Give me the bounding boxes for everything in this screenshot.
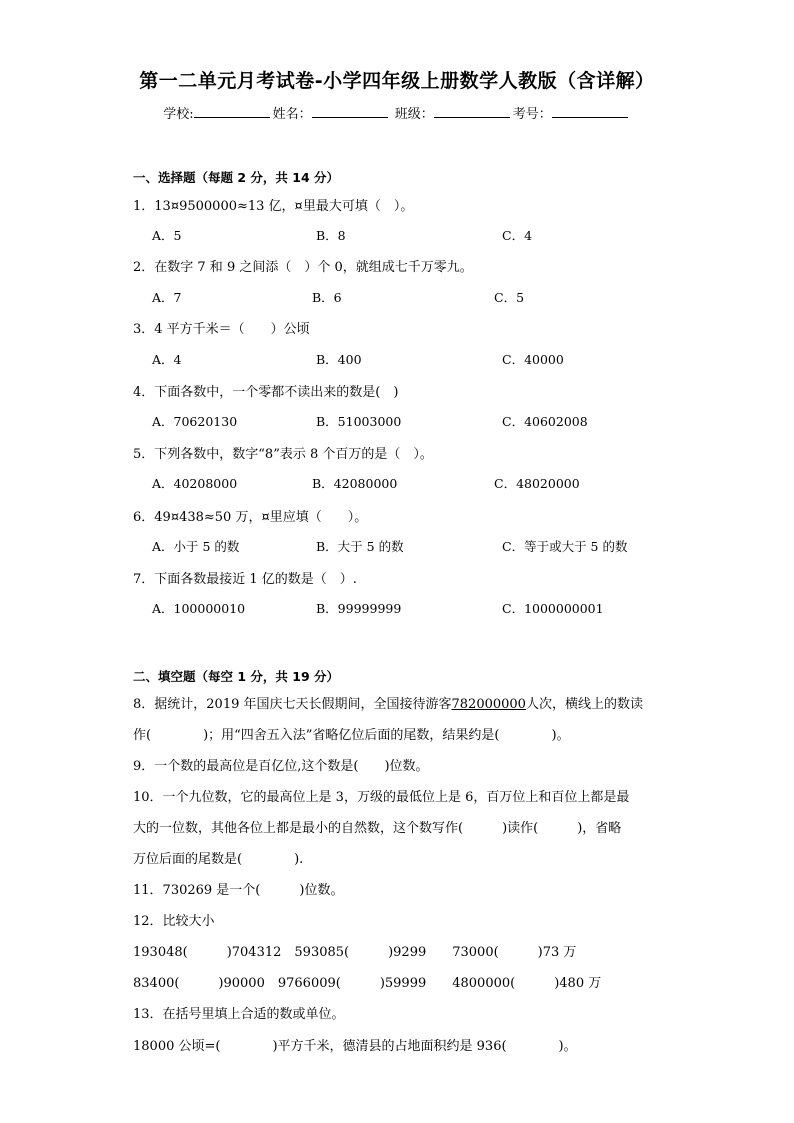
class-label: 班级： <box>394 107 434 122</box>
question-13: 13．在括号里填上合适的数或单位。 <box>133 1007 345 1022</box>
question-1-option-b: B．8 <box>316 228 346 243</box>
question-6-option-a: A．小于 5 的数 <box>152 539 240 554</box>
question-8-underlined-number: 782000000 <box>451 697 526 712</box>
question-4: 4．下面各数中，一个零都不读出来的数是( ) <box>133 385 399 400</box>
question-5-option-a: A．40208000 <box>152 476 238 491</box>
question-6: 6．49¤438≈50 万，¤里应填（ ）。 <box>133 510 368 525</box>
school-blank <box>194 105 270 118</box>
school-label: 学校: <box>163 107 194 122</box>
question-12-row-2: 83400( )90000 9766009( )59999 4800000( )480 万 <box>133 976 602 991</box>
question-8-text-a: 8．据统计，2019 年国庆七天长假期间，全国接待游客 <box>133 697 452 712</box>
name-label: 姓名： <box>272 107 312 122</box>
page-title: 第一二单元月考试卷-小学四年级上册数学人教版（含详解） <box>139 70 655 92</box>
question-2-option-a: A．7 <box>152 290 182 305</box>
question-8-line-2: 作( )；用“四舍五入法”省略亿位后面的尾数，结果约是( )。 <box>133 728 570 743</box>
number-label: 考号： <box>512 107 552 122</box>
question-10-line-1: 10．一个九位数，它的最高位上是 3，万级的最低位上是 6，百万位上和百位上都是最 <box>133 790 630 805</box>
question-4-option-b: B．51003000 <box>316 414 402 429</box>
question-7: 7．下面各数最接近 1 亿的数是（ ）. <box>133 572 357 587</box>
question-2: 2．在数字 7 和 9 之间添（ ）个 0，就组成七千万零九。 <box>133 260 473 275</box>
number-blank <box>552 105 628 118</box>
question-9: 9．一个数的最高位是百亿位,这个数是( )位数。 <box>133 759 429 774</box>
question-3-option-b: B．400 <box>316 352 362 367</box>
question-4-option-a: A．70620130 <box>152 414 238 429</box>
question-7-option-c: C．1000000001 <box>502 601 604 616</box>
question-3-option-a: A．4 <box>152 352 182 367</box>
question-10-line-3: 万位后面的尾数是( ). <box>133 852 304 867</box>
question-10-line-2: 大的一位数，其他各位上都是最小的自然数，这个数写作( )读作( )，省略 <box>133 821 622 836</box>
class-blank <box>434 105 510 118</box>
question-3: 3．4 平方千米＝（ ）公顷 <box>133 322 310 337</box>
question-6-option-b: B．大于 5 的数 <box>316 539 404 554</box>
question-2-option-c: C．5 <box>494 290 525 305</box>
question-5-option-b: B．42080000 <box>312 476 398 491</box>
question-7-option-a: A．100000010 <box>152 601 246 616</box>
section-heading-choice: 一、选择题（每题 2 分，共 14 分） <box>133 170 340 185</box>
question-2-option-b: B．6 <box>312 290 342 305</box>
question-12-row-1: 193048( )704312 593085( )9299 73000( )73 万 <box>133 945 577 960</box>
question-5: 5．下列各数中，数字“8”表示 8 个百万的是（ ）。 <box>133 447 433 462</box>
question-3-option-c: C．40000 <box>502 352 564 367</box>
question-5-option-c: C．48020000 <box>494 476 580 491</box>
question-6-option-c: C．等于或大于 5 的数 <box>502 539 628 554</box>
name-blank <box>312 105 388 118</box>
student-info-line <box>0 103 794 122</box>
section-heading-fill: 二、填空题（每空 1 分，共 19 分） <box>133 669 340 684</box>
question-1-option-c: C．4 <box>502 228 533 243</box>
question-1: 1．13¤9500000≈13 亿，¤里最大可填（ ）。 <box>133 199 414 214</box>
question-4-option-c: C．40602008 <box>502 414 588 429</box>
question-7-option-b: B．99999999 <box>316 601 402 616</box>
question-11: 11．730269 是一个( )位数。 <box>133 883 344 898</box>
question-12: 12．比较大小 <box>133 914 215 929</box>
question-8-line-1 <box>133 693 643 712</box>
question-1-option-a: A．5 <box>152 228 182 243</box>
question-8-text-b: 人次，横线上的数读 <box>525 697 643 712</box>
question-13-row: 18000 公顷=( )平方千米，德清县的占地面积约是 936( )。 <box>133 1039 577 1054</box>
